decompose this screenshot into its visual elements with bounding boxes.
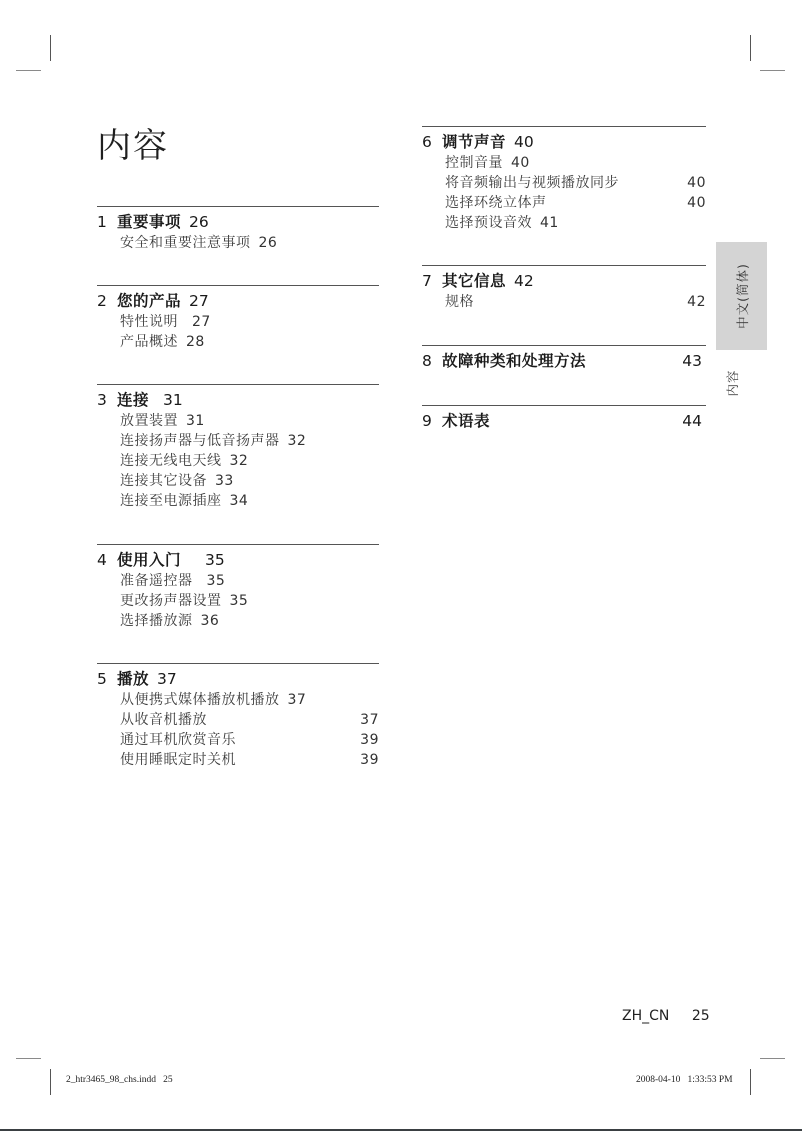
language-tab-label: 中文(简体)	[734, 263, 750, 329]
toc-item[interactable]	[120, 750, 379, 770]
item-label: 选择预设音效	[445, 215, 532, 231]
item-page: 42	[687, 294, 706, 310]
chapter-page: 27	[189, 292, 209, 310]
toc-section-9	[422, 405, 706, 431]
item-page: 26	[258, 235, 278, 251]
chapter-number: 1	[97, 213, 107, 231]
chapter-number: 6	[422, 133, 432, 151]
chapter-title: 调节声音	[442, 133, 507, 151]
chapter-number: 3	[97, 391, 107, 409]
chapter-title: 播放	[117, 670, 150, 688]
item-label: 选择播放源	[120, 613, 193, 629]
item-label: 产品概述	[120, 334, 178, 350]
chapter-number: 2	[97, 292, 107, 310]
chapter-title: 其它信息	[442, 272, 507, 290]
item-page: 40	[687, 175, 706, 191]
item-label: 通过耳机欣赏音乐	[120, 732, 236, 748]
toc-item[interactable]	[120, 571, 379, 591]
section-divider	[422, 345, 706, 346]
chapter-title: 故障种类和处理方法	[442, 352, 587, 370]
chapter-number: 8	[422, 352, 432, 370]
page-footer	[622, 1008, 710, 1024]
item-page: 41	[540, 215, 559, 231]
chapter-page: 37	[157, 670, 177, 688]
item-label: 使用睡眠定时关机	[120, 752, 236, 768]
section-divider	[97, 285, 379, 286]
chapter-number: 9	[422, 412, 432, 430]
side-label-text: 内容	[725, 369, 740, 397]
locale-code: ZH_CN	[622, 1008, 670, 1024]
item-page: 34	[229, 493, 249, 509]
section-divider	[422, 405, 706, 406]
item-page: 40	[687, 195, 706, 211]
item-page: 31	[186, 413, 205, 429]
toc-item[interactable]	[445, 292, 706, 312]
item-label: 连接其它设备	[120, 473, 207, 489]
toc-item[interactable]	[445, 213, 706, 233]
section-divider	[97, 663, 379, 664]
item-page: 32	[287, 433, 307, 449]
toc-chapter-link[interactable]	[97, 388, 379, 410]
toc-item[interactable]	[120, 471, 379, 491]
chapter-title: 重要事项	[117, 213, 182, 231]
toc-item[interactable]	[120, 233, 379, 253]
chapter-number: 4	[97, 551, 107, 569]
toc-chapter-link[interactable]	[97, 289, 379, 311]
chapter-title: 连接	[117, 391, 150, 409]
chapter-page: 31	[163, 391, 183, 409]
toc-item[interactable]	[445, 193, 706, 213]
item-label: 连接至电源插座	[120, 493, 222, 509]
crop-mark-bottom-right-horizontal	[760, 1058, 785, 1059]
item-page: 36	[200, 613, 220, 629]
toc-item[interactable]	[120, 411, 379, 431]
toc-section-2	[97, 285, 379, 352]
section-divider	[97, 206, 379, 207]
item-page: 28	[186, 334, 205, 350]
toc-item[interactable]	[120, 431, 379, 451]
toc-item[interactable]	[445, 173, 706, 193]
toc-chapter-link[interactable]	[97, 548, 379, 570]
item-label: 选择环绕立体声	[445, 195, 547, 211]
chapter-number: 7	[422, 272, 432, 290]
toc-item[interactable]	[120, 451, 379, 471]
item-page: 35	[206, 573, 226, 589]
chapter-page: 35	[205, 551, 225, 569]
crop-mark-bottom-left-vertical	[50, 1069, 51, 1095]
crop-mark-bottom-left-horizontal	[16, 1058, 41, 1059]
toc-section-3	[97, 384, 379, 511]
language-tab	[716, 242, 767, 350]
chapter-number: 5	[97, 670, 107, 688]
item-label: 连接无线电天线	[120, 453, 222, 469]
slug-filename: 2_htr3465_98_chs.indd 25	[66, 1075, 173, 1085]
toc-chapter-link[interactable]	[422, 130, 706, 152]
toc-item[interactable]	[120, 710, 379, 730]
item-label: 连接扬声器与低音扬声器	[120, 433, 280, 449]
chapter-page: 44	[682, 412, 702, 430]
item-page: 32	[229, 453, 249, 469]
crop-mark-top-left-vertical	[50, 35, 51, 61]
item-label: 规格	[445, 294, 474, 310]
toc-section-6	[422, 126, 706, 233]
item-page: 27	[192, 314, 211, 330]
item-label: 准备遥控器	[120, 573, 193, 589]
chapter-title: 术语表	[442, 412, 491, 430]
crop-mark-top-right-vertical	[750, 35, 751, 61]
chapter-page: 42	[514, 272, 534, 290]
toc-chapter-link[interactable]	[422, 269, 706, 291]
toc-item[interactable]	[445, 153, 706, 173]
chapter-title: 使用入门	[117, 551, 182, 569]
toc-section-5	[97, 663, 379, 770]
chapter-page: 26	[189, 213, 209, 231]
section-divider	[97, 544, 379, 545]
chapter-page: 40	[514, 133, 534, 151]
item-label: 特性说明	[120, 314, 178, 330]
item-label: 安全和重要注意事项	[120, 235, 251, 251]
toc-section-8	[422, 345, 706, 371]
crop-mark-top-right-horizontal	[760, 70, 785, 71]
toc-chapter-link[interactable]	[97, 667, 379, 689]
slug-timestamp: 2008-04-10 1:33:53 PM	[636, 1075, 733, 1085]
toc-section-7	[422, 265, 706, 312]
section-divider	[97, 384, 379, 385]
toc-item[interactable]	[120, 591, 379, 611]
item-page: 33	[215, 473, 234, 489]
item-label: 将音频输出与视频播放同步	[445, 175, 619, 191]
toc-item[interactable]	[120, 730, 379, 750]
section-divider	[422, 126, 706, 127]
toc-item[interactable]	[120, 611, 379, 631]
crop-mark-top-left-horizontal	[16, 70, 41, 71]
item-page: 37	[287, 692, 307, 708]
toc-chapter-link[interactable]	[97, 210, 379, 232]
section-side-label	[722, 368, 742, 398]
item-page: 35	[229, 593, 249, 609]
toc-section-1	[97, 206, 379, 253]
toc-item[interactable]	[120, 332, 379, 352]
toc-section-4	[97, 544, 379, 631]
chapter-page: 43	[682, 352, 702, 370]
item-label: 从收音机播放	[120, 712, 207, 728]
toc-chapter-link[interactable]	[422, 409, 706, 431]
item-label: 从便携式媒体播放机播放	[120, 692, 280, 708]
toc-item[interactable]	[120, 312, 379, 332]
page-title: 内容	[97, 126, 169, 166]
item-label: 放置装置	[120, 413, 178, 429]
item-label: 更改扬声器设置	[120, 593, 222, 609]
item-page: 39	[360, 752, 379, 768]
page-number: 25	[691, 1008, 710, 1024]
chapter-title: 您的产品	[117, 292, 182, 310]
item-label: 控制音量	[445, 155, 503, 171]
toc-item[interactable]	[120, 690, 379, 710]
item-page: 39	[360, 732, 379, 748]
item-page: 37	[360, 712, 379, 728]
crop-mark-bottom-right-vertical	[750, 1069, 751, 1095]
toc-chapter-link[interactable]	[422, 349, 706, 371]
item-page: 40	[511, 155, 530, 171]
section-divider	[422, 265, 706, 266]
toc-item[interactable]	[120, 491, 379, 511]
